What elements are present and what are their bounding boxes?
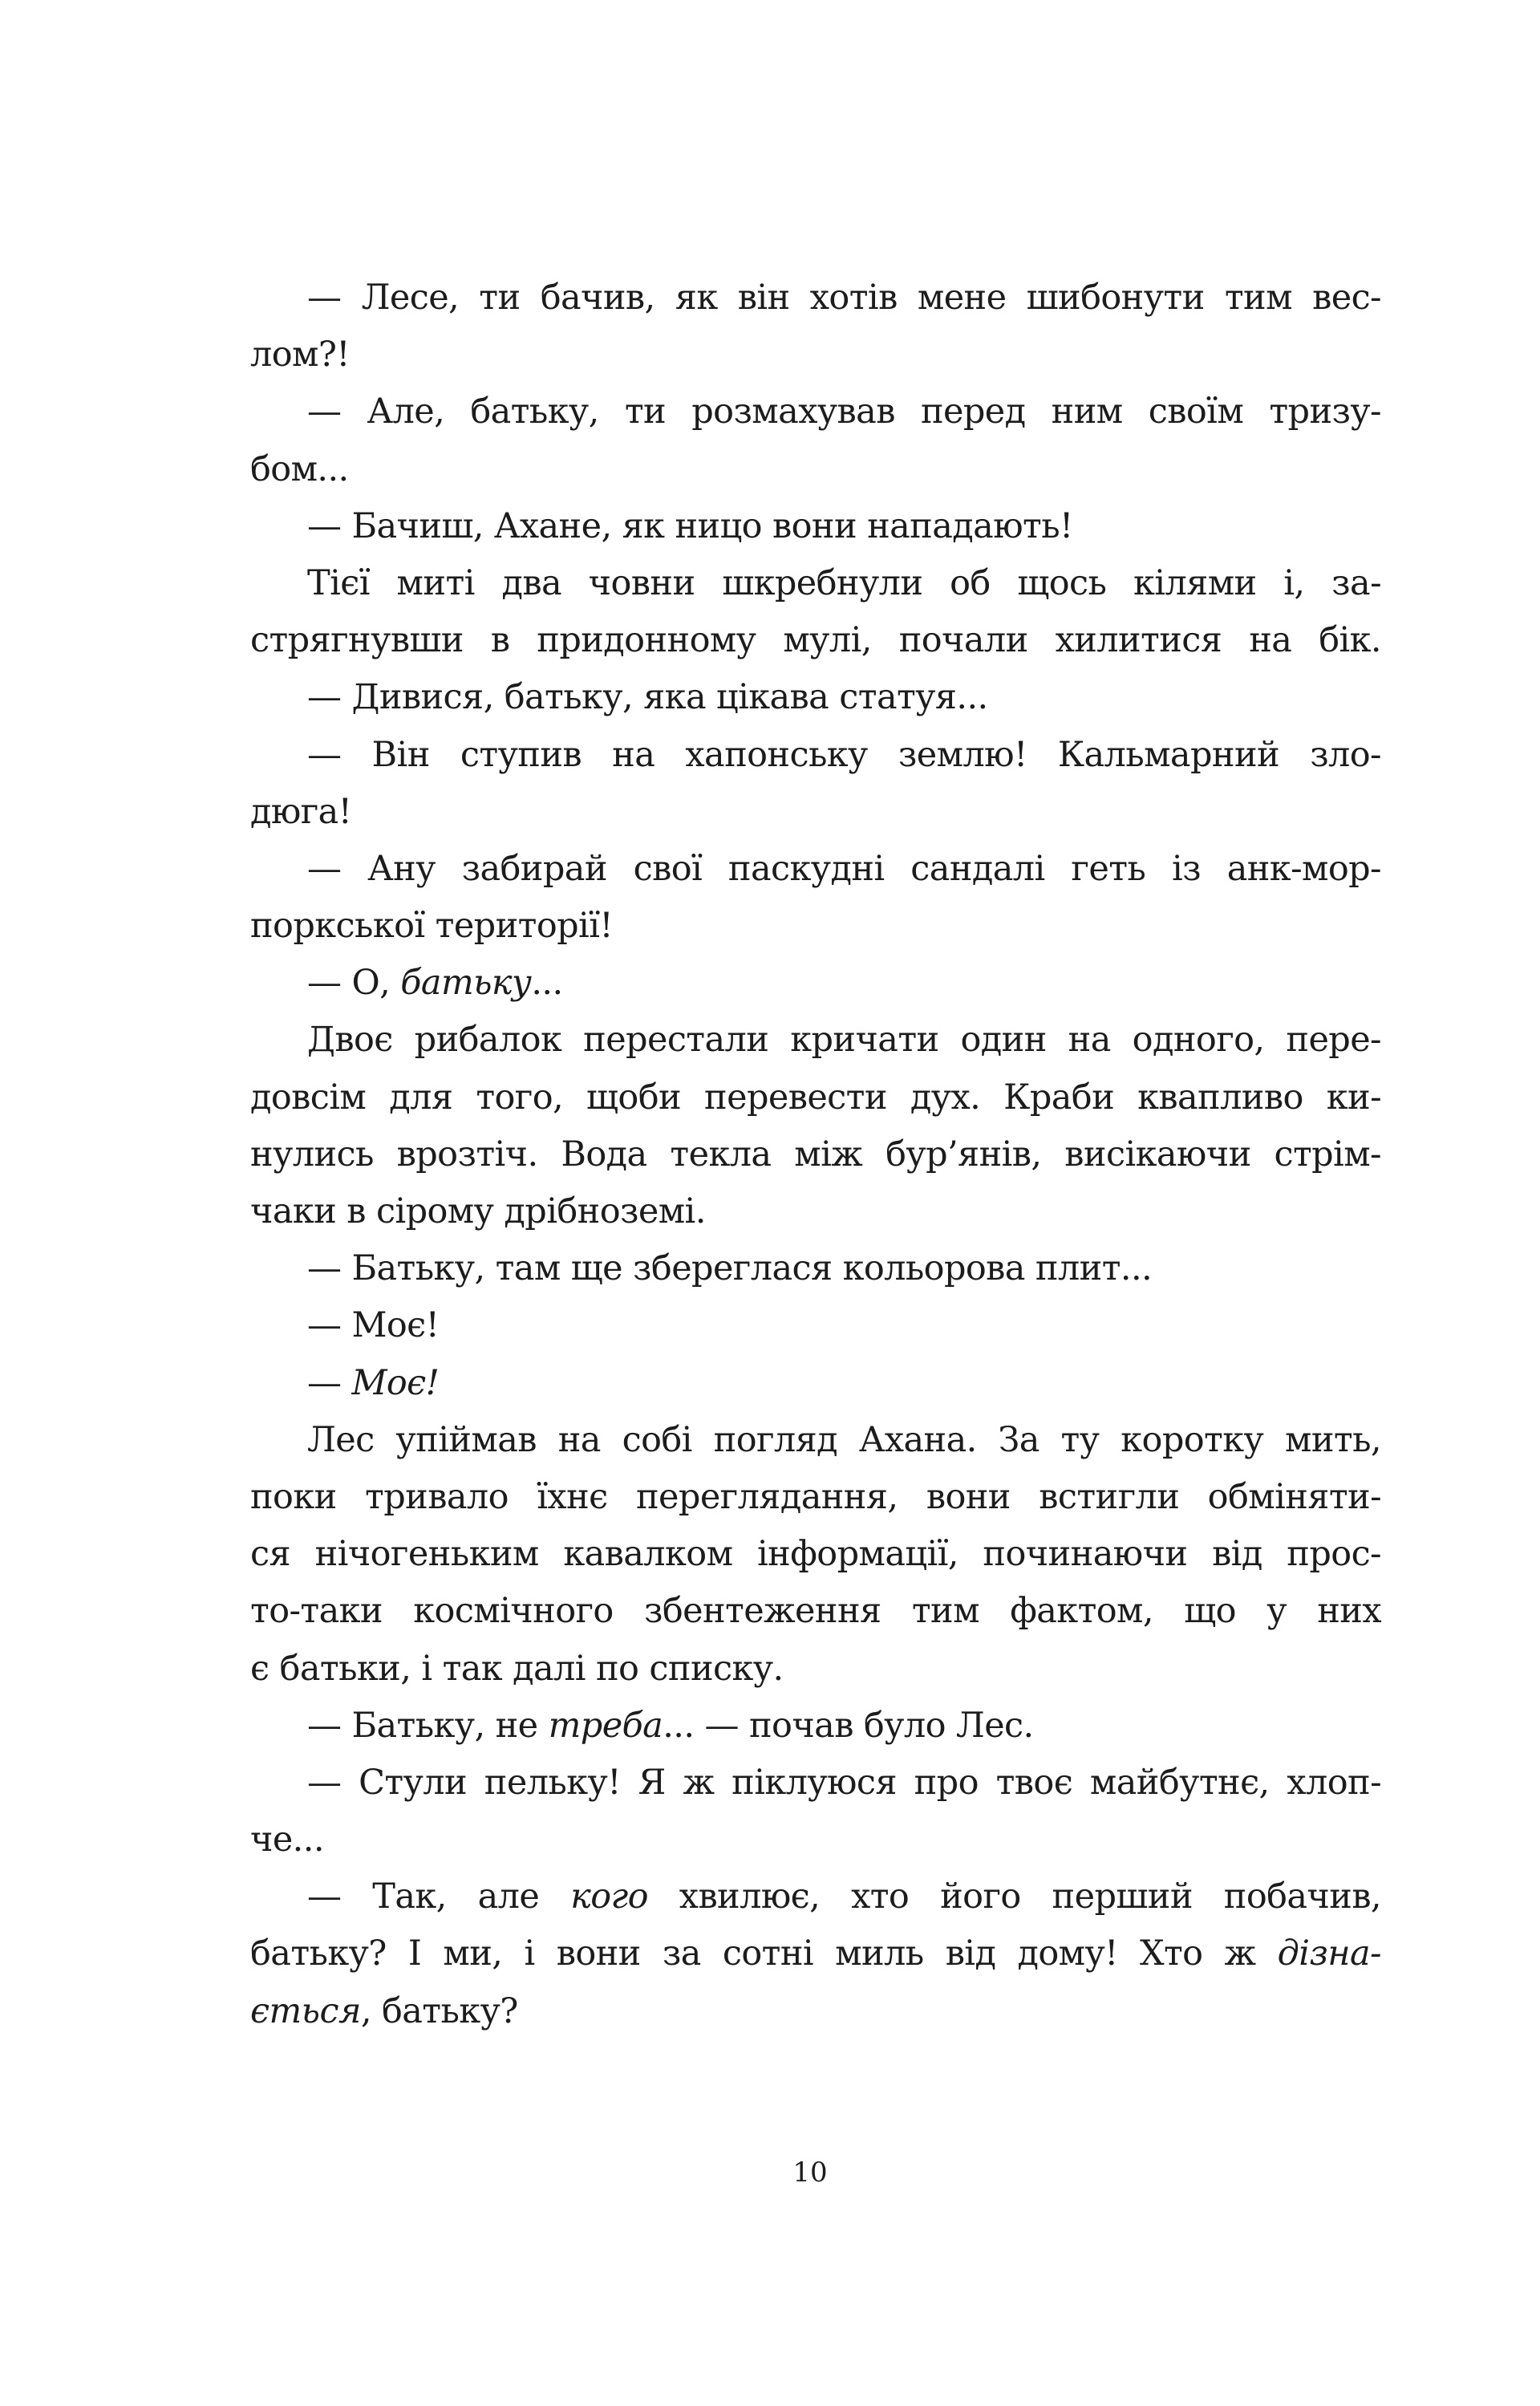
- text-line: [250, 1641, 1381, 1698]
- text-run: , батьку?: [360, 1990, 518, 2031]
- italic-text: треба: [548, 1705, 663, 1746]
- text-line: [250, 1925, 1381, 1982]
- text-line: [250, 1583, 1381, 1640]
- text-line: [250, 383, 1381, 440]
- text-line: [250, 270, 1381, 327]
- text-run: Тієї миті два човни шкребнули об щось кілями і, за-: [307, 562, 1381, 603]
- text-run: ...: [531, 963, 563, 1004]
- text-run: Лес упіймав на собі погляд Ахана. За ту коротку мить,: [307, 1419, 1381, 1460]
- text-line: [250, 1355, 1381, 1412]
- italic-text: кого: [570, 1877, 648, 1917]
- text-line: [250, 1240, 1381, 1297]
- italic-text: Моє!: [351, 1362, 440, 1403]
- body-text: [250, 270, 1381, 2040]
- text-run: — Ану забирай свої паскудні сандалі геть із анк-мор-: [307, 848, 1381, 889]
- text-line: [250, 1012, 1381, 1069]
- text-line: [250, 1069, 1381, 1126]
- text-line: [250, 327, 1381, 383]
- text-run: бом...: [250, 448, 349, 489]
- text-line: [250, 612, 1381, 669]
- text-run: батьку? І ми, і вони за сотні миль від дому! Хто ж: [250, 1933, 1278, 1974]
- text-run: — Стули пельку! Я ж піклуюся про твоє майбутнє, хлоп-: [307, 1762, 1381, 1803]
- text-run: довсім для того, щоби перевести дух. Краби квапливо ки-: [250, 1077, 1381, 1118]
- text-line: [250, 727, 1381, 784]
- text-line: [250, 441, 1381, 498]
- text-run: —: [307, 1362, 352, 1403]
- text-line: [250, 498, 1381, 555]
- text-run: — Батьку, там ще збереглася кольорова плит...: [307, 1248, 1153, 1289]
- text-run: — Моє!: [307, 1305, 440, 1346]
- text-line: [250, 555, 1381, 612]
- text-run: — Бачиш, Ахане, як ницо вони нападають!: [307, 505, 1073, 546]
- text-run: — Але, батьку, ти розмахував перед ним своїм тризу-: [307, 392, 1381, 432]
- text-line: [250, 1812, 1381, 1868]
- italic-text: батьку: [400, 963, 532, 1004]
- text-run: ї території!: [414, 906, 614, 947]
- text-line: [250, 1412, 1381, 1469]
- text-run: ся нічогеньким кавалком інформації, починаючи від прос-: [250, 1534, 1381, 1575]
- text-run: лом?!: [250, 335, 350, 375]
- text-line: [250, 1983, 1381, 2040]
- text-run: Двоє рибалок перестали кричати один на одного, пере-: [307, 1020, 1381, 1061]
- text-line: [250, 1183, 1381, 1240]
- text-run: — Лесе, ти бачив, як він хотів мене шибонути тим вес-: [307, 278, 1381, 318]
- text-run: стрягнувши в придонному мулі, почали хилитися на бік.: [250, 620, 1381, 661]
- text-run: дюга!: [250, 791, 352, 832]
- text-line: [250, 1469, 1381, 1526]
- text-run: є батьки, і так далі по списку.: [250, 1648, 784, 1689]
- text-line: [250, 1126, 1381, 1183]
- text-line: [250, 841, 1381, 898]
- text-run: че...: [250, 1820, 324, 1860]
- text-run: то-таки космічного збентеження тим фактом, що у них: [250, 1591, 1381, 1632]
- text-line: [250, 1526, 1381, 1583]
- text-run: — Так, але: [307, 1877, 571, 1917]
- text-run: — Він ступив на хапонську землю! Кальмарний зло-: [307, 734, 1381, 775]
- text-run: нулись врозтіч. Вода текла між бур’янів, висікаючи стрім-: [250, 1134, 1381, 1175]
- text-line: [250, 784, 1381, 841]
- text-line: [250, 1868, 1381, 1925]
- text-line: [250, 1755, 1381, 1812]
- text-run: — Дивися, батьку, яка цікава статуя...: [307, 677, 988, 718]
- text-line: [250, 1698, 1381, 1755]
- text-line: [250, 1297, 1381, 1354]
- text-line: [250, 898, 1381, 955]
- italic-text: ється: [250, 1990, 361, 2031]
- text-run: чаки в сірому дрібноземі.: [250, 1191, 706, 1231]
- text-run: ... — почав було Лес.: [663, 1705, 1034, 1746]
- text-line: [250, 669, 1381, 726]
- italic-text: дізна-: [1277, 1933, 1381, 1974]
- text-run: хвилює, хто його перший побачив,: [647, 1877, 1381, 1917]
- text-run: порксько: [250, 906, 415, 947]
- page-number: 10: [792, 2156, 828, 2189]
- text-run: поки тривало їхнє переглядання, вони встигли обміняти-: [250, 1476, 1381, 1517]
- text-run: — Батьку, не: [307, 1705, 549, 1746]
- text-run: — О,: [307, 963, 401, 1004]
- text-line: [250, 955, 1381, 1012]
